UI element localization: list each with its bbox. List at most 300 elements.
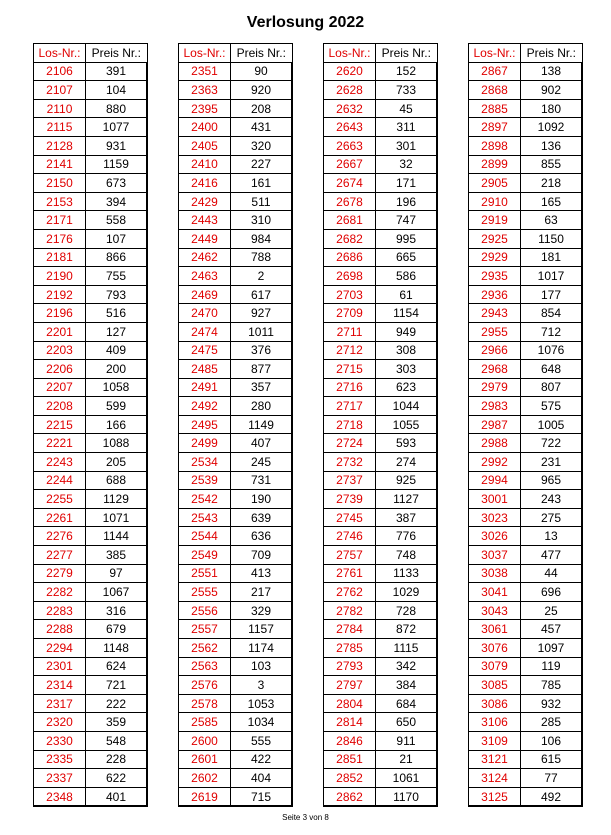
prize-number-cell: 243 (521, 490, 583, 509)
prize-number-cell: 747 (376, 211, 438, 230)
los-number-cell: 2585 (179, 713, 231, 732)
los-number-cell: 2987 (469, 415, 521, 434)
los-number-cell: 2782 (324, 601, 376, 620)
los-number-cell: 2207 (34, 378, 86, 397)
table-row (324, 676, 438, 695)
prize-number-cell: 932 (521, 694, 583, 713)
los-number-cell: 3041 (469, 583, 521, 602)
los-number-cell: 2314 (34, 676, 86, 695)
table-row (179, 211, 293, 230)
prize-number-cell: 384 (376, 676, 438, 695)
prize-number-cell: 231 (521, 453, 583, 472)
table-row (324, 118, 438, 137)
table-row (324, 341, 438, 360)
prize-number-cell: 1144 (86, 527, 148, 546)
table-row (469, 360, 583, 379)
los-number-cell: 2919 (469, 211, 521, 230)
table-row (179, 99, 293, 118)
table-row (34, 322, 148, 341)
los-number-cell: 2555 (179, 583, 231, 602)
los-number-cell: 2600 (179, 731, 231, 750)
table-row (469, 713, 583, 732)
prize-number-cell: 877 (231, 360, 293, 379)
prize-number-cell: 755 (86, 267, 148, 286)
los-number-cell: 2115 (34, 118, 86, 137)
los-number-cell: 3061 (469, 620, 521, 639)
los-number-cell: 2107 (34, 81, 86, 100)
los-number-cell: 2279 (34, 564, 86, 583)
prize-number-cell: 920 (231, 81, 293, 100)
table-row (179, 81, 293, 100)
prize-number-cell: 180 (521, 99, 583, 118)
table-row (34, 639, 148, 658)
table-row (324, 564, 438, 583)
los-number-cell: 2492 (179, 397, 231, 416)
table-row (469, 583, 583, 602)
los-number-cell: 3076 (469, 639, 521, 658)
table-row (469, 378, 583, 397)
prize-number-cell: 407 (231, 434, 293, 453)
table-row (324, 174, 438, 193)
los-number-cell: 2443 (179, 211, 231, 230)
los-number-cell: 2563 (179, 657, 231, 676)
los-number-cell: 2562 (179, 639, 231, 658)
prize-number-cell: 311 (376, 118, 438, 137)
los-number-cell: 2797 (324, 676, 376, 695)
table-row (34, 174, 148, 193)
los-number-cell: 2724 (324, 434, 376, 453)
table-row (179, 397, 293, 416)
table-row (34, 471, 148, 490)
table-row (34, 731, 148, 750)
table-row (179, 527, 293, 546)
los-number-cell: 3079 (469, 657, 521, 676)
los-number-cell: 2746 (324, 527, 376, 546)
prize-number-cell: 177 (521, 285, 583, 304)
los-number-cell: 2400 (179, 118, 231, 137)
table-row (34, 564, 148, 583)
table-row (469, 657, 583, 676)
prize-number-cell: 1174 (231, 639, 293, 658)
table-row (34, 713, 148, 732)
prize-number-cell: 422 (231, 750, 293, 769)
table-row (469, 527, 583, 546)
header-los-nr: Los-Nr.: (179, 44, 231, 63)
prize-number-cell: 127 (86, 322, 148, 341)
table-row (469, 229, 583, 248)
table-row (179, 229, 293, 248)
los-number-cell: 2686 (324, 248, 376, 267)
prize-number-cell: 558 (86, 211, 148, 230)
los-number-cell: 2395 (179, 99, 231, 118)
table-row (34, 490, 148, 509)
prize-number-cell: 855 (521, 155, 583, 174)
table-row (179, 415, 293, 434)
prize-number-cell: 457 (521, 620, 583, 639)
los-number-cell: 2551 (179, 564, 231, 583)
table-row (34, 583, 148, 602)
table-row (179, 731, 293, 750)
page-title: Verlosung 2022 (246, 14, 365, 31)
table-row (34, 118, 148, 137)
los-number-cell: 2966 (469, 341, 521, 360)
prize-number-cell: 639 (231, 508, 293, 527)
prize-number-cell: 575 (521, 397, 583, 416)
los-number-cell: 2784 (324, 620, 376, 639)
table-row (324, 360, 438, 379)
table-row (469, 471, 583, 490)
prize-number-cell: 1127 (376, 490, 438, 509)
table-row (34, 267, 148, 286)
prize-number-cell: 320 (231, 136, 293, 155)
los-number-cell: 2243 (34, 453, 86, 472)
los-number-cell: 2703 (324, 285, 376, 304)
prize-number-cell: 1058 (86, 378, 148, 397)
table-row (179, 508, 293, 527)
los-number-cell: 2619 (179, 787, 231, 806)
prize-number-cell: 136 (521, 136, 583, 155)
prize-number-cell: 310 (231, 211, 293, 230)
los-number-cell: 2852 (324, 769, 376, 788)
table-row (179, 285, 293, 304)
table-row (179, 471, 293, 490)
los-number-cell: 2449 (179, 229, 231, 248)
prize-number-cell: 648 (521, 360, 583, 379)
prize-number-cell: 709 (231, 546, 293, 565)
table-row (34, 620, 148, 639)
los-number-cell: 2717 (324, 397, 376, 416)
table-row (324, 136, 438, 155)
table-row (324, 639, 438, 658)
table-row (34, 546, 148, 565)
los-number-cell: 3043 (469, 601, 521, 620)
prize-number-cell: 431 (231, 118, 293, 137)
los-number-cell: 2718 (324, 415, 376, 434)
prize-number-cell: 1071 (86, 508, 148, 527)
los-number-cell: 2899 (469, 155, 521, 174)
los-number-cell: 2814 (324, 713, 376, 732)
prize-number-cell: 25 (521, 601, 583, 620)
table-row (469, 118, 583, 137)
prize-number-cell: 623 (376, 378, 438, 397)
table-row (324, 434, 438, 453)
los-number-cell: 2711 (324, 322, 376, 341)
prize-number-cell: 45 (376, 99, 438, 118)
los-number-cell: 2732 (324, 453, 376, 472)
prize-number-cell: 171 (376, 174, 438, 193)
table-row (469, 639, 583, 658)
table-row (469, 694, 583, 713)
table-row (469, 99, 583, 118)
table-row (324, 378, 438, 397)
los-number-cell: 3106 (469, 713, 521, 732)
prize-number-cell: 776 (376, 527, 438, 546)
table-row (34, 694, 148, 713)
table-row (469, 192, 583, 211)
table-row (179, 713, 293, 732)
table-row (469, 174, 583, 193)
table-row (324, 694, 438, 713)
table-row (469, 248, 583, 267)
prize-number-cell: 32 (376, 155, 438, 174)
los-number-cell: 2128 (34, 136, 86, 155)
table-row (179, 322, 293, 341)
table-row (34, 434, 148, 453)
prize-number-cell: 807 (521, 378, 583, 397)
table-row (324, 601, 438, 620)
los-number-cell: 2793 (324, 657, 376, 676)
prize-number-cell: 622 (86, 769, 148, 788)
table-row (469, 285, 583, 304)
los-number-cell: 2988 (469, 434, 521, 453)
table-row (324, 211, 438, 230)
prize-number-cell: 854 (521, 304, 583, 323)
prize-number-cell: 1061 (376, 769, 438, 788)
prize-number-cell: 227 (231, 155, 293, 174)
table-row (179, 174, 293, 193)
prize-number-cell: 548 (86, 731, 148, 750)
table-row (469, 731, 583, 750)
table-header-row (179, 44, 293, 63)
prize-number-cell: 728 (376, 601, 438, 620)
prize-number-cell: 511 (231, 192, 293, 211)
los-number-cell: 2979 (469, 378, 521, 397)
table-row (469, 136, 583, 155)
table-row (34, 360, 148, 379)
prize-number-cell: 409 (86, 341, 148, 360)
prize-number-cell: 1077 (86, 118, 148, 137)
los-number-cell: 2491 (179, 378, 231, 397)
prize-number-cell: 205 (86, 453, 148, 472)
prize-number-cell: 391 (86, 62, 148, 81)
prize-number-cell: 696 (521, 583, 583, 602)
los-number-cell: 2206 (34, 360, 86, 379)
prize-number-cell: 1133 (376, 564, 438, 583)
prize-number-cell: 165 (521, 192, 583, 211)
prize-number-cell: 593 (376, 434, 438, 453)
prize-number-cell: 90 (231, 62, 293, 81)
prize-number-cell: 303 (376, 360, 438, 379)
table-row (179, 118, 293, 137)
table-row (469, 750, 583, 769)
table-row (324, 620, 438, 639)
los-number-cell: 3023 (469, 508, 521, 527)
header-preis-nr: Preis Nr.: (86, 44, 148, 63)
los-number-cell: 2712 (324, 341, 376, 360)
prize-number-cell: 161 (231, 174, 293, 193)
los-number-cell: 2463 (179, 267, 231, 286)
prize-number-cell: 927 (231, 304, 293, 323)
los-number-cell: 2320 (34, 713, 86, 732)
los-number-cell: 2910 (469, 192, 521, 211)
los-number-cell: 2739 (324, 490, 376, 509)
prize-number-cell: 665 (376, 248, 438, 267)
los-number-cell: 2261 (34, 508, 86, 527)
los-number-cell: 2943 (469, 304, 521, 323)
prize-number-cell: 190 (231, 490, 293, 509)
table-row (179, 267, 293, 286)
prize-number-cell: 1150 (521, 229, 583, 248)
prize-number-cell: 401 (86, 787, 148, 806)
los-number-cell: 2485 (179, 360, 231, 379)
prize-number-cell: 316 (86, 601, 148, 620)
table-row (34, 341, 148, 360)
table-row (469, 81, 583, 100)
los-number-cell: 2905 (469, 174, 521, 193)
prize-number-cell: 2 (231, 267, 293, 286)
prize-number-cell: 1092 (521, 118, 583, 137)
prize-number-cell: 788 (231, 248, 293, 267)
prize-number-cell: 1005 (521, 415, 583, 434)
los-number-cell: 2192 (34, 285, 86, 304)
los-number-cell: 2543 (179, 508, 231, 527)
los-number-cell: 2632 (324, 99, 376, 118)
prize-number-cell: 301 (376, 136, 438, 155)
table-row (179, 453, 293, 472)
table-row (469, 434, 583, 453)
prize-number-cell: 208 (231, 99, 293, 118)
prize-number-cell: 673 (86, 174, 148, 193)
table-row (469, 341, 583, 360)
prize-number-cell: 196 (376, 192, 438, 211)
los-number-cell: 2171 (34, 211, 86, 230)
table-row (179, 192, 293, 211)
prize-number-cell: 3 (231, 676, 293, 695)
header-preis-nr: Preis Nr.: (231, 44, 293, 63)
prize-number-cell: 748 (376, 546, 438, 565)
los-number-cell: 3121 (469, 750, 521, 769)
los-number-cell: 2868 (469, 81, 521, 100)
table-row (324, 267, 438, 286)
prize-number-cell: 77 (521, 769, 583, 788)
prize-number-cell: 516 (86, 304, 148, 323)
lottery-table-3 (323, 43, 438, 807)
prize-number-cell: 650 (376, 713, 438, 732)
los-number-cell: 2549 (179, 546, 231, 565)
table-row (469, 304, 583, 323)
table-row (324, 527, 438, 546)
prize-number-cell: 722 (521, 434, 583, 453)
prize-number-cell: 617 (231, 285, 293, 304)
los-number-cell: 2762 (324, 583, 376, 602)
los-number-cell: 2785 (324, 639, 376, 658)
los-number-cell: 2405 (179, 136, 231, 155)
prize-number-cell: 712 (521, 322, 583, 341)
table-row (34, 787, 148, 806)
table-row (34, 453, 148, 472)
prize-number-cell: 274 (376, 453, 438, 472)
los-number-cell: 2698 (324, 267, 376, 286)
prize-number-cell: 679 (86, 620, 148, 639)
prize-number-cell: 222 (86, 694, 148, 713)
prize-number-cell: 280 (231, 397, 293, 416)
los-number-cell: 2761 (324, 564, 376, 583)
prize-number-cell: 555 (231, 731, 293, 750)
table-row (34, 397, 148, 416)
table-row (324, 248, 438, 267)
prize-number-cell: 1044 (376, 397, 438, 416)
los-number-cell: 2474 (179, 322, 231, 341)
prize-number-cell: 1011 (231, 322, 293, 341)
table-row (469, 211, 583, 230)
page-footer: Seite 3 von 8 (282, 813, 329, 822)
table-row (179, 639, 293, 658)
table-row (179, 360, 293, 379)
table-row (324, 657, 438, 676)
prize-number-cell: 624 (86, 657, 148, 676)
los-number-cell: 3026 (469, 527, 521, 546)
los-number-cell: 2363 (179, 81, 231, 100)
los-number-cell: 2539 (179, 471, 231, 490)
prize-number-cell: 911 (376, 731, 438, 750)
los-number-cell: 2709 (324, 304, 376, 323)
los-number-cell: 2716 (324, 378, 376, 397)
los-number-cell: 2301 (34, 657, 86, 676)
table-row (179, 694, 293, 713)
los-number-cell: 3124 (469, 769, 521, 788)
los-number-cell: 2851 (324, 750, 376, 769)
table-row (324, 304, 438, 323)
table-row (34, 304, 148, 323)
los-number-cell: 2181 (34, 248, 86, 267)
prize-number-cell: 200 (86, 360, 148, 379)
prize-number-cell: 342 (376, 657, 438, 676)
table-row (34, 508, 148, 527)
los-number-cell: 2335 (34, 750, 86, 769)
header-los-nr: Los-Nr.: (469, 44, 521, 63)
los-number-cell: 2757 (324, 546, 376, 565)
table-row (324, 471, 438, 490)
table-row (324, 192, 438, 211)
los-number-cell: 2276 (34, 527, 86, 546)
prize-number-cell: 138 (521, 62, 583, 81)
table-row (179, 787, 293, 806)
table-row (324, 397, 438, 416)
table-row (469, 508, 583, 527)
prize-number-cell: 1076 (521, 341, 583, 360)
los-number-cell: 2470 (179, 304, 231, 323)
los-number-cell: 2737 (324, 471, 376, 490)
header-preis-nr: Preis Nr.: (376, 44, 438, 63)
los-number-cell: 2469 (179, 285, 231, 304)
los-number-cell: 2542 (179, 490, 231, 509)
table-row (324, 713, 438, 732)
prize-number-cell: 965 (521, 471, 583, 490)
prize-number-cell: 599 (86, 397, 148, 416)
table-row (324, 285, 438, 304)
table-row (469, 322, 583, 341)
los-number-cell: 3086 (469, 694, 521, 713)
los-number-cell: 2337 (34, 769, 86, 788)
prize-number-cell: 394 (86, 192, 148, 211)
los-number-cell: 2983 (469, 397, 521, 416)
prize-number-cell: 1170 (376, 787, 438, 806)
los-number-cell: 2475 (179, 341, 231, 360)
los-number-cell: 2898 (469, 136, 521, 155)
los-number-cell: 2667 (324, 155, 376, 174)
prize-number-cell: 119 (521, 657, 583, 676)
table-header-row (324, 44, 438, 63)
los-number-cell: 2601 (179, 750, 231, 769)
table-row (34, 676, 148, 695)
prize-number-cell: 1115 (376, 639, 438, 658)
prize-number-cell: 385 (86, 546, 148, 565)
table-row (34, 285, 148, 304)
prize-number-cell: 1034 (231, 713, 293, 732)
table-row (179, 620, 293, 639)
table-row (324, 322, 438, 341)
los-number-cell: 2994 (469, 471, 521, 490)
